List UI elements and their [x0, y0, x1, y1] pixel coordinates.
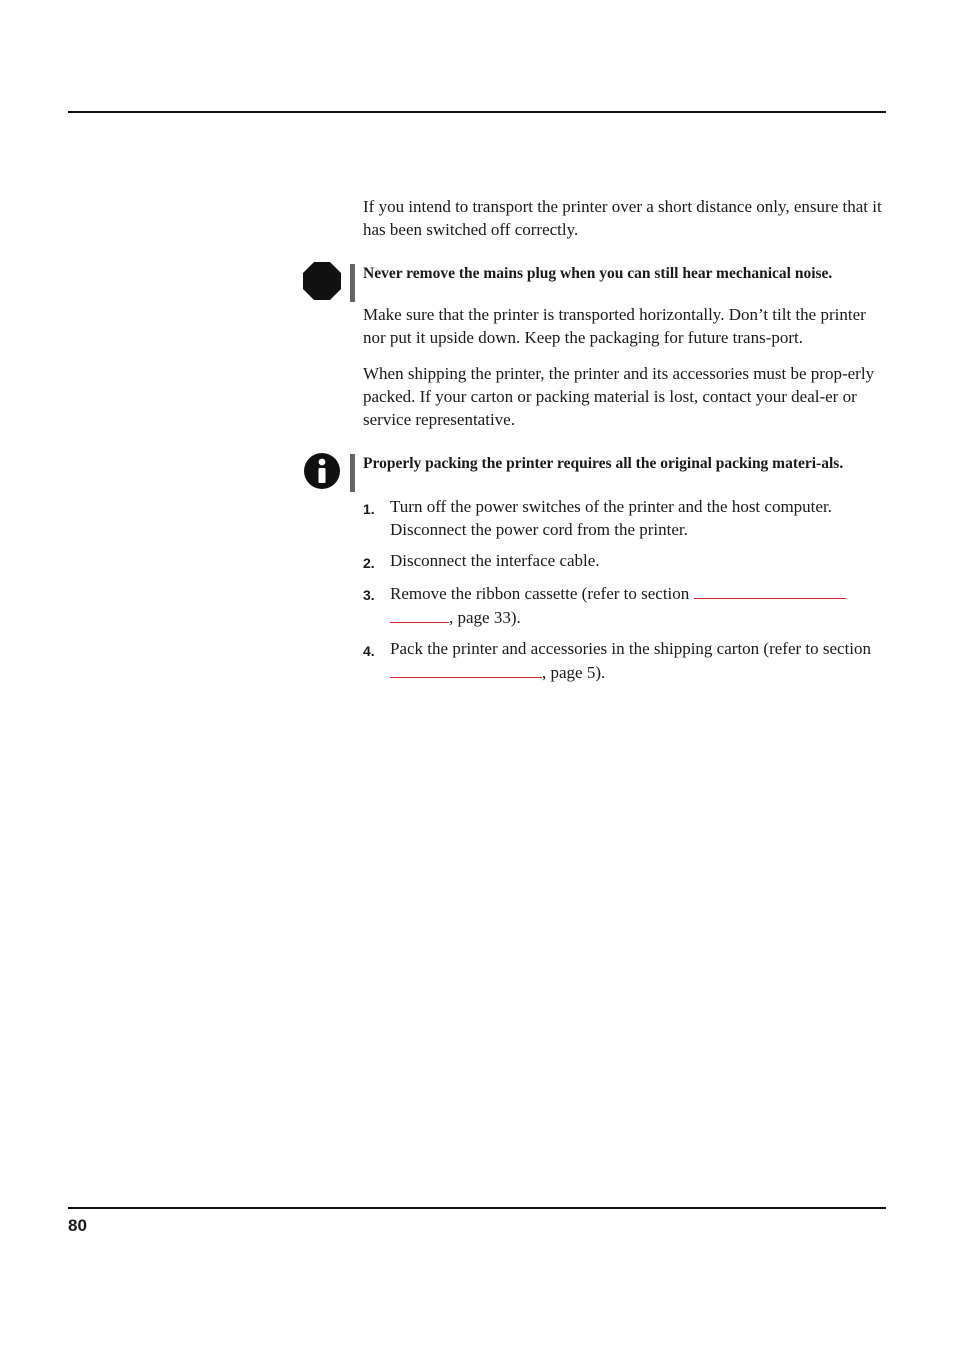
warning-notice	[363, 263, 889, 284]
paragraph-short-distance: If you intend to transport the printer over a short distance only, ensure that it has been switched off correctly.	[363, 197, 882, 239]
step-text: , page 5).	[542, 662, 606, 682]
paragraph-shipping: When shipping the printer, the printer and its accessories must be prop-erly packed. If your carton or packing material is lost, contact your deal-er or service representative.	[363, 364, 875, 429]
step-text: Pack the printer and accessories in the shipping carton (refer to section	[390, 639, 872, 659]
notice-bar	[350, 454, 355, 492]
page-number: 80	[68, 1216, 87, 1235]
section-link-blank[interactable]	[390, 661, 542, 678]
notice-bar	[350, 264, 355, 302]
step-text: Remove the ribbon cassette (refer to section	[390, 583, 690, 603]
step-text: Disconnect the interface cable.	[390, 551, 600, 571]
paragraph-transport-horizontal: Make sure that the printer is transported horizontally. Don’t tilt the printer nor put it upside down. Keep the packaging for future trans-port.	[363, 305, 866, 347]
list-item	[363, 638, 889, 684]
list-item	[363, 582, 889, 629]
step-number: 1.	[363, 501, 375, 518]
step-number: 3.	[363, 586, 375, 603]
step-text: , page 33).	[449, 607, 521, 627]
section-link-blank[interactable]	[390, 606, 449, 623]
section-link-blank[interactable]	[694, 582, 846, 599]
info-text: Properly packing the printer requires all the original packing materi-als.	[363, 455, 844, 473]
list-item	[363, 496, 889, 541]
header-rule	[68, 111, 886, 113]
step-number: 4.	[363, 643, 375, 660]
footer-rule	[68, 1207, 886, 1209]
stop-sign-icon	[303, 262, 341, 300]
steps-list	[363, 496, 889, 684]
warning-text: Never remove the mains plug when you can still hear mechanical noise.	[363, 265, 833, 283]
page-content	[363, 196, 889, 693]
step-number: 2.	[363, 555, 375, 572]
info-notice	[363, 453, 889, 474]
list-item	[363, 550, 889, 573]
step-text: Turn off the power switches of the printer and the host computer. Disconnect the power cord from the printer.	[390, 497, 832, 539]
info-icon	[303, 452, 341, 490]
